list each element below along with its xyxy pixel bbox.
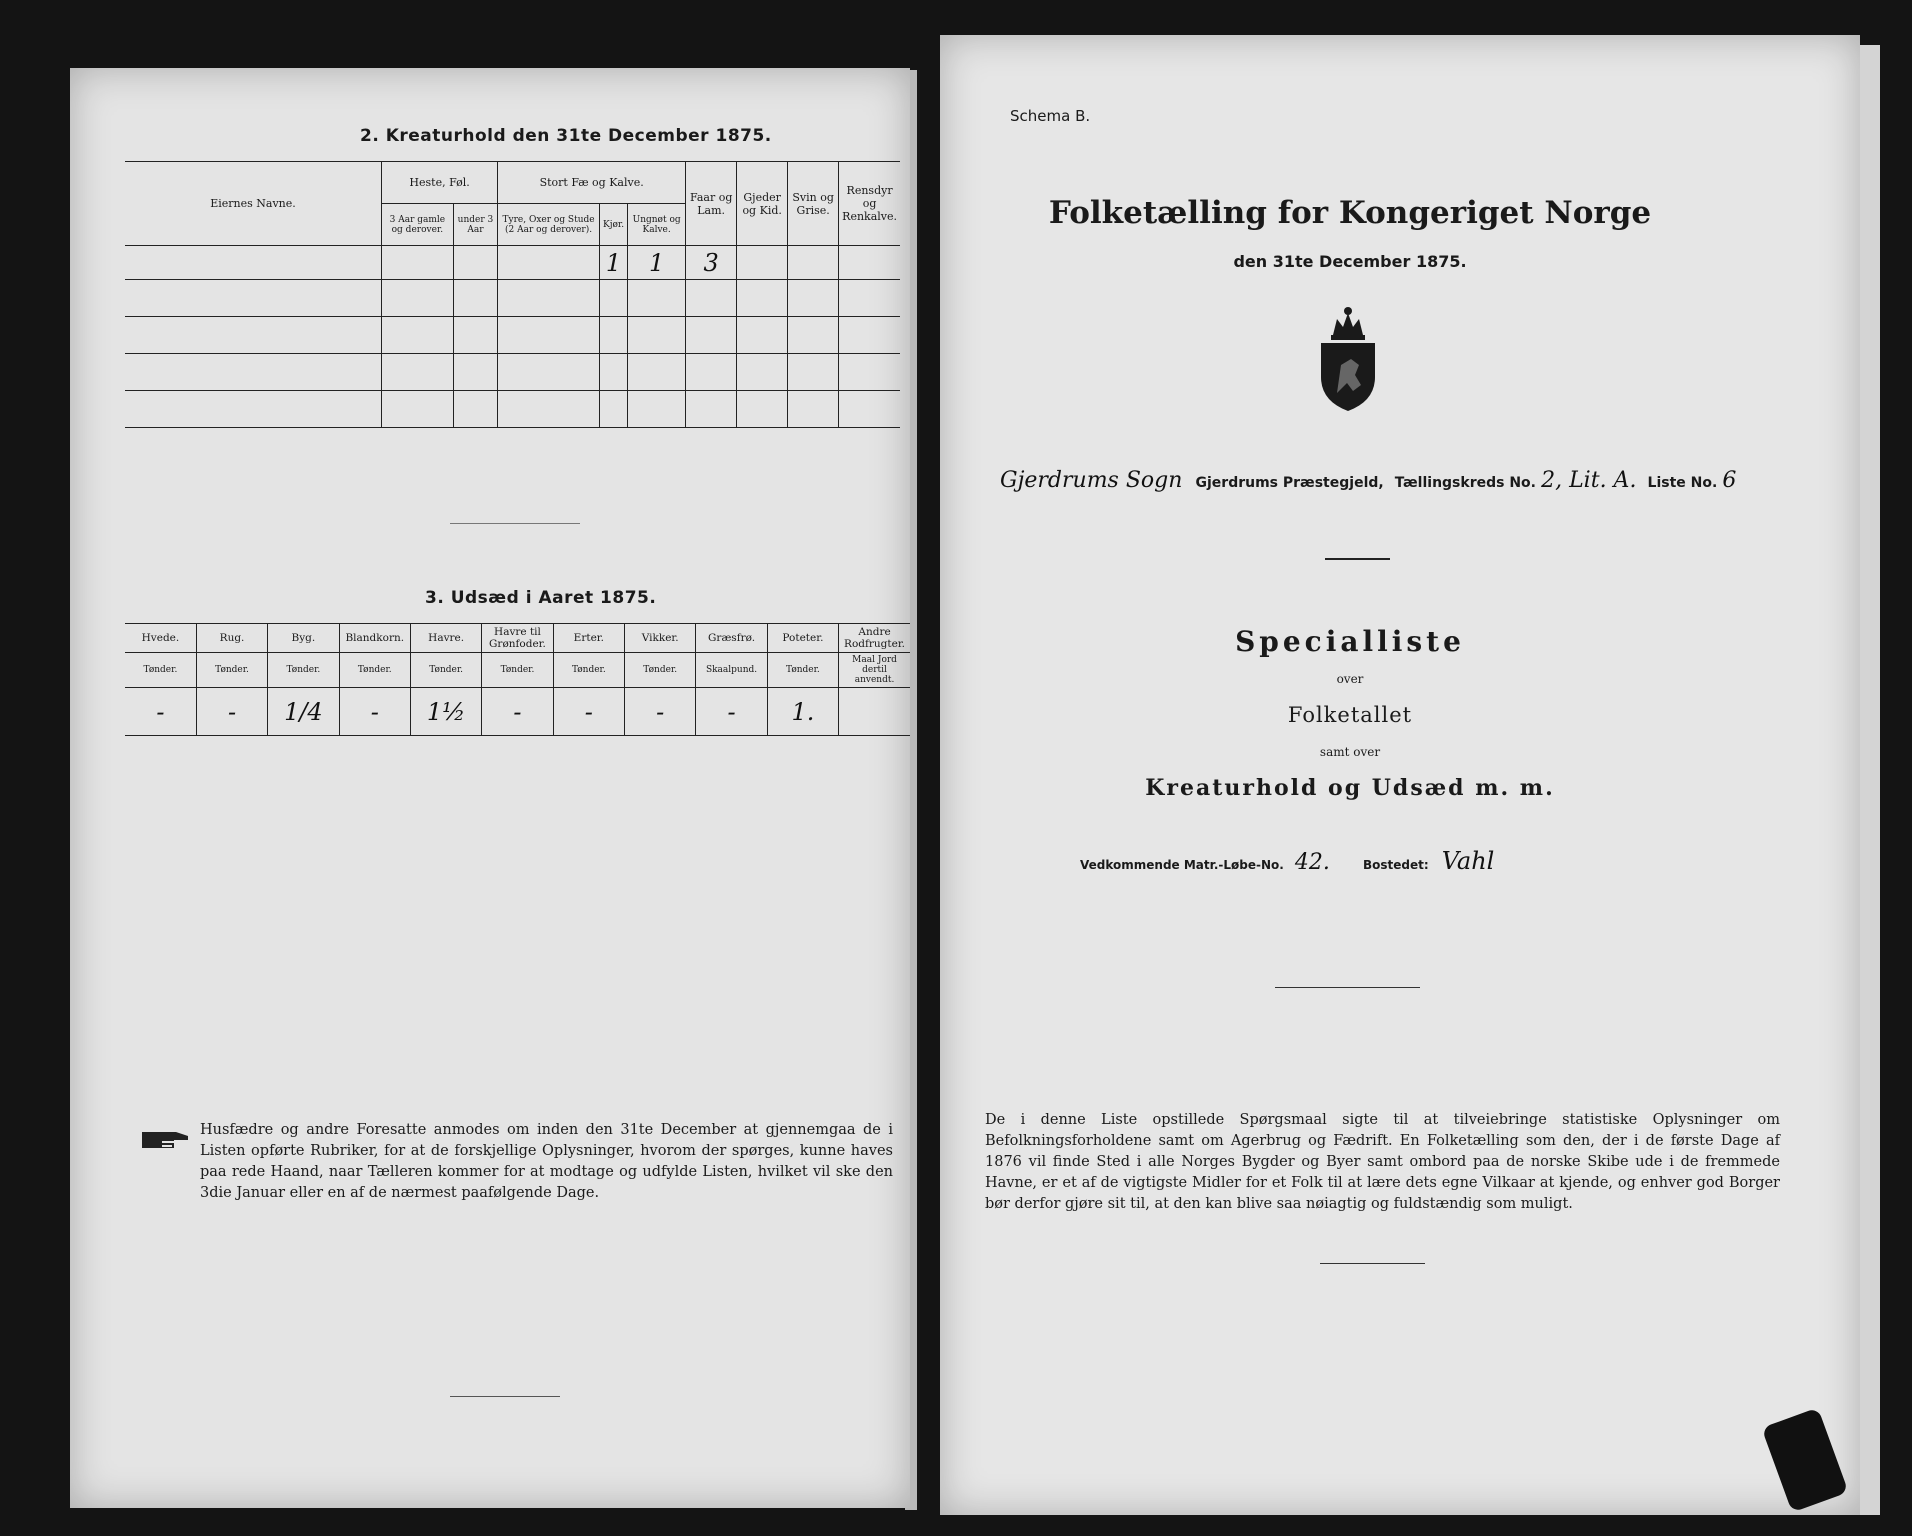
parish-hand: Gjerdrums Sogn xyxy=(1000,468,1183,493)
table-row xyxy=(125,317,900,354)
rensdyr-header: Rensdyr og Renkalve. xyxy=(839,162,900,246)
over-label: over xyxy=(1336,672,1364,686)
faar-header: Faar og Lam. xyxy=(686,162,737,246)
specialliste-title: Specialliste xyxy=(1235,625,1465,658)
stort-sub-3: Ungnøt og Kalve. xyxy=(628,204,686,246)
left-notice: Husfædre og andre Foresatte anmodes om inden den 31te December at gjennemgaa de i Listen opførte Rubriker, for at de forskjellige Oplysninger, hvorom der spørges, kunne haves paa rede Haand, naar Tælleren kommer for at modtage og udfylde Listen, hvilket vil ske den 3die Januar eller en af de nærmest paafølgende Dage. xyxy=(200,1122,893,1201)
divider xyxy=(450,523,580,524)
table-row xyxy=(125,280,900,317)
sowing-value-row: - - 1/4 - 1½ - - - - 1. xyxy=(125,688,910,736)
divider xyxy=(1275,987,1420,988)
pointing-hand-icon xyxy=(142,1126,192,1154)
bosted-label: Bostedet: xyxy=(1363,858,1429,872)
left-page xyxy=(70,68,910,1508)
kreds-label: Tællingskreds No. xyxy=(1394,475,1536,491)
kreaturhold-label: Kreaturhold og Udsæd m. m. xyxy=(1145,775,1555,801)
folketallet-label: Folketallet xyxy=(1287,703,1413,727)
heste-header: Heste, Føl. xyxy=(382,162,498,204)
sowing-unit-row: Tønder. Tønder. Tønder. Tønder. Tønder. Tønder. Tønder. Tønder. Skaalpund. Tønder. Maal Jord dertil anvendt. xyxy=(125,653,910,688)
schema-label: Schema B. xyxy=(1010,107,1091,125)
sowing-table xyxy=(125,623,910,736)
stort-sub-1: Tyre, Oxer og Stude (2 Aar og derover). xyxy=(498,204,600,246)
livestock-table xyxy=(125,161,900,428)
divider xyxy=(1320,1263,1425,1264)
sowing-header-row: Hvede. Rug. Byg. Blandkorn. Havre. Havre til Grønfoder. Erter. Vikker. Græsfrø. Poteter. Andre Rodfrugter. xyxy=(125,624,910,653)
prestegjeld-label: Gjerdrums Præstegjeld, xyxy=(1195,475,1384,491)
matr-label: Vedkommende Matr.-Løbe-No. xyxy=(1080,858,1284,872)
bosted-hand: Vahl xyxy=(1441,847,1495,875)
right-notice: De i denne Liste opstillede Spørgsmaal sigte til at tilveiebringe statistiske Oplysninger om Befolkningsforholdene samt om Agerbrug og Fædrift. En Folketælling som den, der i de første Dage af 1876 vil finde Sted i alle Norges Bygder og Byer samt ombord paa de norske Skibe ude i de fremmede Havne, er et af de vigtigste Midler for et Folk til at lære dets egne Vilkaar at kjende, og enhver god Borger bør derfor gjøre sit til, at den kan blive saa nøiagtig og fuldstændig som muligt. xyxy=(985,1112,1780,1212)
section3-title: 3. Udsæd i Aaret 1875. xyxy=(425,588,657,608)
coat-of-arms-icon xyxy=(1315,305,1381,415)
matr-line xyxy=(1080,847,1494,875)
page-date: den 31te December 1875. xyxy=(1233,252,1467,271)
liste-hand: 6 xyxy=(1722,468,1737,493)
page-title: Folketælling for Kongeriget Norge xyxy=(1048,195,1652,231)
stort-sub-2: Kjør. xyxy=(599,204,627,246)
section2-title: 2. Kreaturhold den 31te December 1875. xyxy=(360,126,772,146)
divider xyxy=(450,1396,560,1397)
table-row xyxy=(125,354,900,391)
stort-header: Stort Fæ og Kalve. xyxy=(498,162,686,204)
owner-col-header: Eiernes Navne. xyxy=(125,162,382,246)
gjeder-header: Gjeder og Kid. xyxy=(737,162,788,246)
parish-line xyxy=(1000,468,1780,493)
divider xyxy=(1325,558,1390,560)
heste-sub-2: under 3 Aar xyxy=(453,204,497,246)
svin-header: Svin og Grise. xyxy=(788,162,839,246)
binding-clip xyxy=(1761,1407,1848,1512)
right-page xyxy=(940,35,1860,1515)
table-row xyxy=(125,391,900,428)
liste-label: Liste No. xyxy=(1647,475,1718,491)
table-row: 1 1 3 xyxy=(125,246,900,280)
matr-hand: 42. xyxy=(1294,850,1330,875)
kreds-hand: 2, Lit. A. xyxy=(1541,468,1637,493)
samt-over-label: samt over xyxy=(1319,745,1381,759)
heste-sub-1: 3 Aar gamle og derover. xyxy=(382,204,454,246)
